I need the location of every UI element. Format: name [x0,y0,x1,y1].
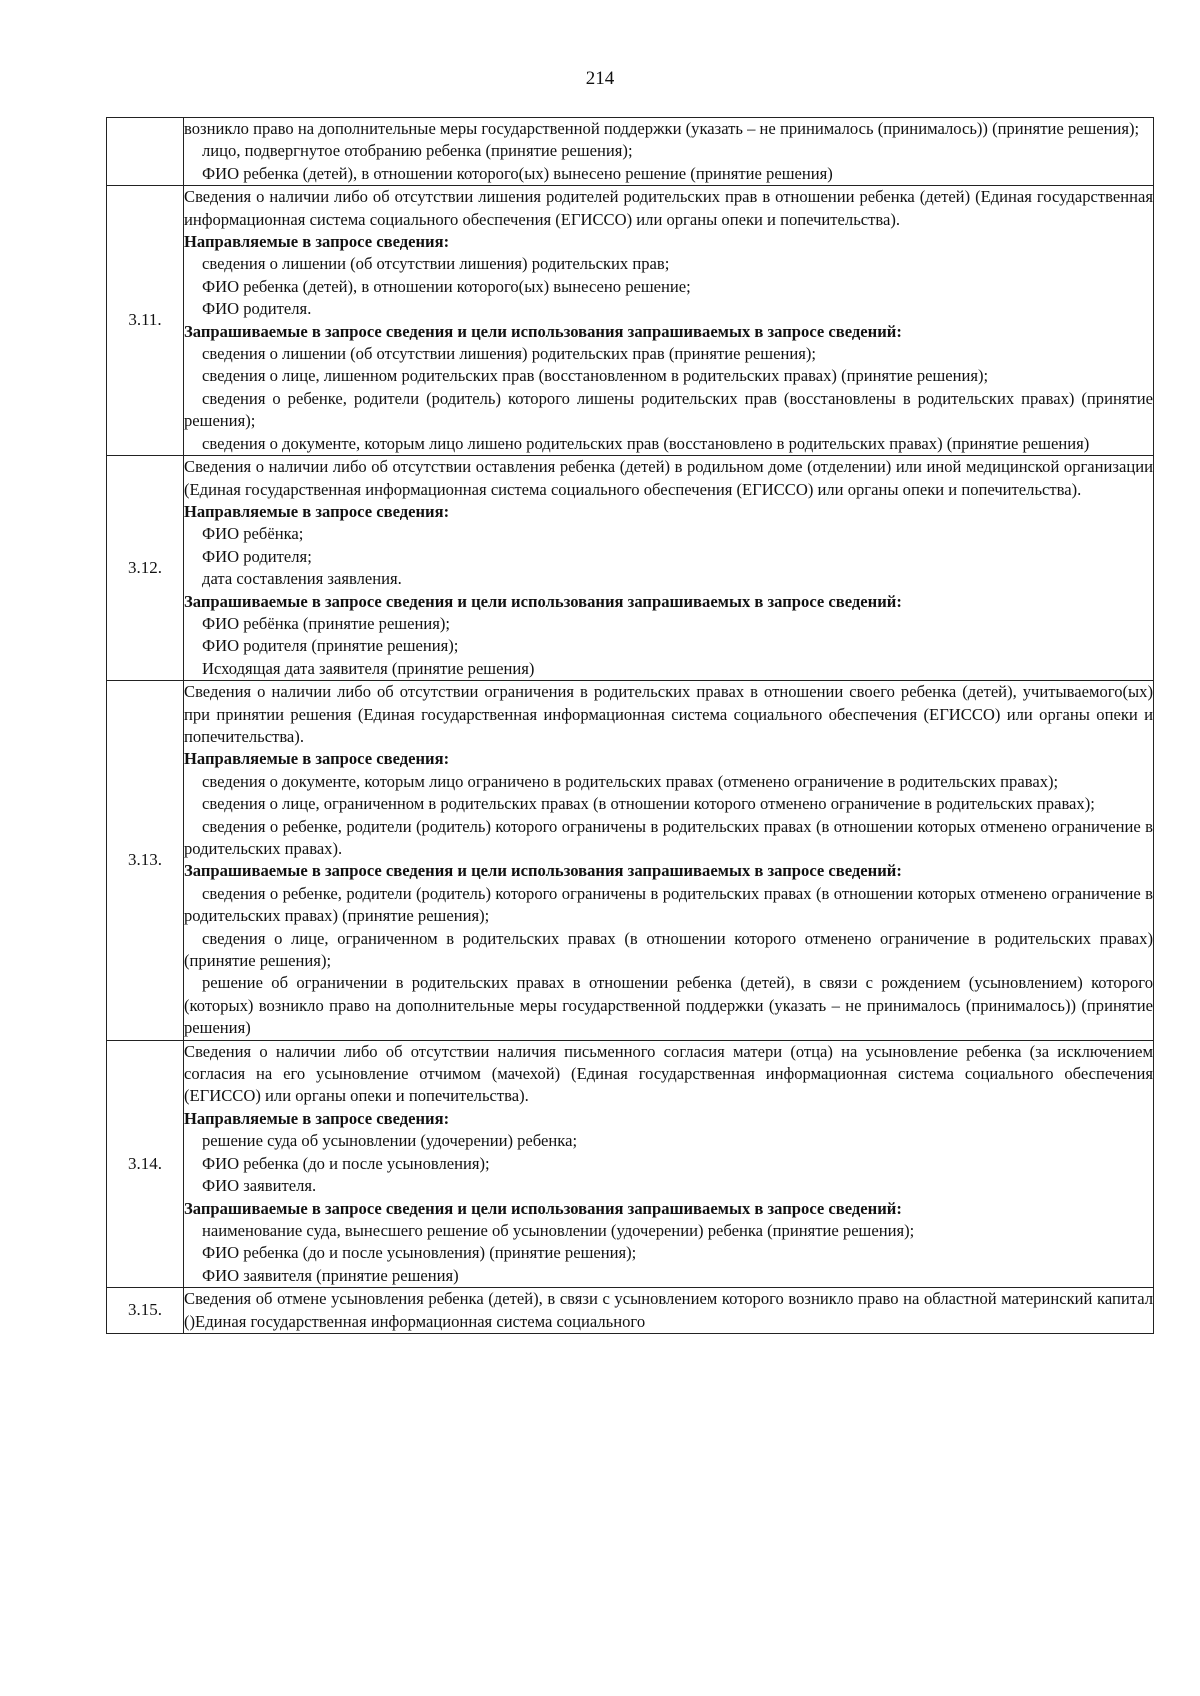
text-line: сведения о документе, которым лицо лишено родительских прав (восстановлено в родительских правах) (принятие решения) [202,433,1090,453]
row-content [184,681,1154,1041]
text-line: сведения о лице, ограниченном в родительских правах (в отношении которого отменено ограничение в родительских правах) (принятие решения); [184,928,1153,971]
text-line: ФИО ребёнка; [202,524,304,544]
text-line: наименование суда, вынесшего решение об усыновлении (удочерении) ребенка (принятие решения); [202,1220,915,1240]
table-body [107,118,1154,1334]
table-row [107,1288,1154,1334]
table-row [107,118,1154,186]
table-row [107,186,1154,456]
text-line: дата составления заявления. [202,569,402,589]
section-heading: Направляемые в запросе сведения: [184,232,450,252]
section-heading: Запрашиваемые в запросе сведения и цели использования запрашиваемых в запросе сведений: [184,321,902,341]
text-line: сведения о лице, лишенном родительских прав (восстановленном в родительских правах) (принятие решения); [202,366,989,386]
section-heading: Запрашиваемые в запросе сведения и цели использования запрашиваемых в запросе сведений: [184,591,902,611]
text-line: ФИО ребенка (до и после усыновления); [202,1153,490,1173]
text-line: ФИО родителя. [202,299,312,319]
text-line: решение об ограничении в родительских правах в отношении ребенка (детей), в связи с рождением (усыновлением) которого (которых) возникло право на дополнительные меры государственной поддержки (указать – не принималось (принималось)) (принятие решения) [184,973,1153,1038]
text-line: сведения о документе, которым лицо ограничено в родительских правах (отменено ограничение в родительских правах); [202,771,1059,791]
row-content [184,456,1154,681]
table-row [107,456,1154,681]
text-line: Сведения о наличии либо об отсутствии лишения родителей родительских прав в отношении ребенка (детей) (Единая государственная информационная система социального обеспечения (ЕГИССО) или органы опеки и попечительства). [184,187,1153,229]
text-line: сведения о лишении (об отсутствии лишения) родительских прав (принятие решения); [202,344,816,364]
row-number: 3.12. [107,456,184,681]
text-line: ФИО родителя; [202,546,312,566]
row-number: 3.13. [107,681,184,1041]
text-line: ФИО ребёнка (принятие решения); [202,613,450,633]
text-line: Сведения о наличии либо об отсутствии ограничения в родительских правах в отношении своего ребенка (детей), учитываемого(ых) при принятии решения (Единая государственная информационная система социального обеспечения (ЕГИССО) или органы опеки и попечительства). [184,682,1153,746]
text-line: сведения о лице, ограниченном в родительских правах (в отношении которого отменено ограничение в родительских правах); [202,794,1095,814]
text-line: сведения о лишении (об отсутствии лишения) родительских прав; [202,254,670,274]
text-line: Сведения о наличии либо об отсутствии наличия письменного согласия матери (отца) на усыновление ребенка (за исключением согласия на его усыновление отчимом (мачехой) (Единая государственная информационная система социального обеспечения (ЕГИССО) или органы опеки и попечительства). [184,1041,1153,1106]
text-line: ФИО заявителя (принятие решения) [202,1265,459,1285]
section-heading: Направляемые в запросе сведения: [184,749,450,769]
row-number: 3.14. [107,1040,184,1287]
table-row [107,1040,1154,1287]
section-heading: Направляемые в запросе сведения: [184,501,450,521]
section-heading: Запрашиваемые в запросе сведения и цели использования запрашиваемых в запросе сведений: [184,1198,902,1218]
row-number [107,118,184,186]
text-line: сведения о ребенке, родители (родитель) которого ограничены в родительских правах (в отношении которых отменено ограничение в родительских правах) (принятие решения); [184,883,1153,926]
row-content [184,118,1154,186]
row-content [184,1040,1154,1287]
text-line: ФИО ребенка (детей), в отношении которого(ых) вынесено решение (принятие решения) [202,163,833,183]
text-line: Сведения об отмене усыновления ребенка (детей), в связи с усыновлением которого возникло право на областной материнский капитал ()Единая государственная информационная система социального [184,1289,1153,1331]
text-line: ФИО заявителя. [202,1176,317,1196]
text-line: возникло право на дополнительные меры государственной поддержки (указать – не принималось (принималось)) (принятие решения); [184,119,1140,138]
text-line: решение суда об усыновлении (удочерении) ребенка; [202,1131,578,1151]
row-number: 3.15. [107,1288,184,1334]
table-row [107,681,1154,1041]
text-line: сведения о ребенке, родители (родитель) которого ограничены в родительских правах (в отношении которых отменено ограничение в родительских правах). [184,816,1153,858]
row-content [184,1288,1154,1334]
row-number: 3.11. [107,186,184,456]
text-line: сведения о ребенке, родители (родитель) которого лишены родительских прав (восстановлены в родительских правах) (принятие решения); [184,388,1153,431]
text-line: ФИО родителя (принятие решения); [202,636,459,656]
text-line: лицо, подвергнутое отобранию ребенка (принятие решения); [202,141,633,161]
row-content [184,186,1154,456]
text-line: ФИО ребенка (детей), в отношении которого(ых) вынесено решение; [202,276,691,296]
section-heading: Направляемые в запросе сведения: [184,1108,450,1128]
page-number: 214 [585,68,615,89]
text-line: ФИО ребенка (до и после усыновления) (принятие решения); [202,1243,637,1263]
requirements-table [106,117,1154,1334]
text-line: Исходящая дата заявителя (принятие решения) [202,658,535,678]
section-heading: Запрашиваемые в запросе сведения и цели использования запрашиваемых в запросе сведений: [184,861,902,881]
text-line: Сведения о наличии либо об отсутствии оставления ребенка (детей) в родильном доме (отделении) или иной медицинской организации (Единая государственная информационная система социального обеспечения (ЕГИССО) или органы опеки и попечительства). [184,457,1153,499]
